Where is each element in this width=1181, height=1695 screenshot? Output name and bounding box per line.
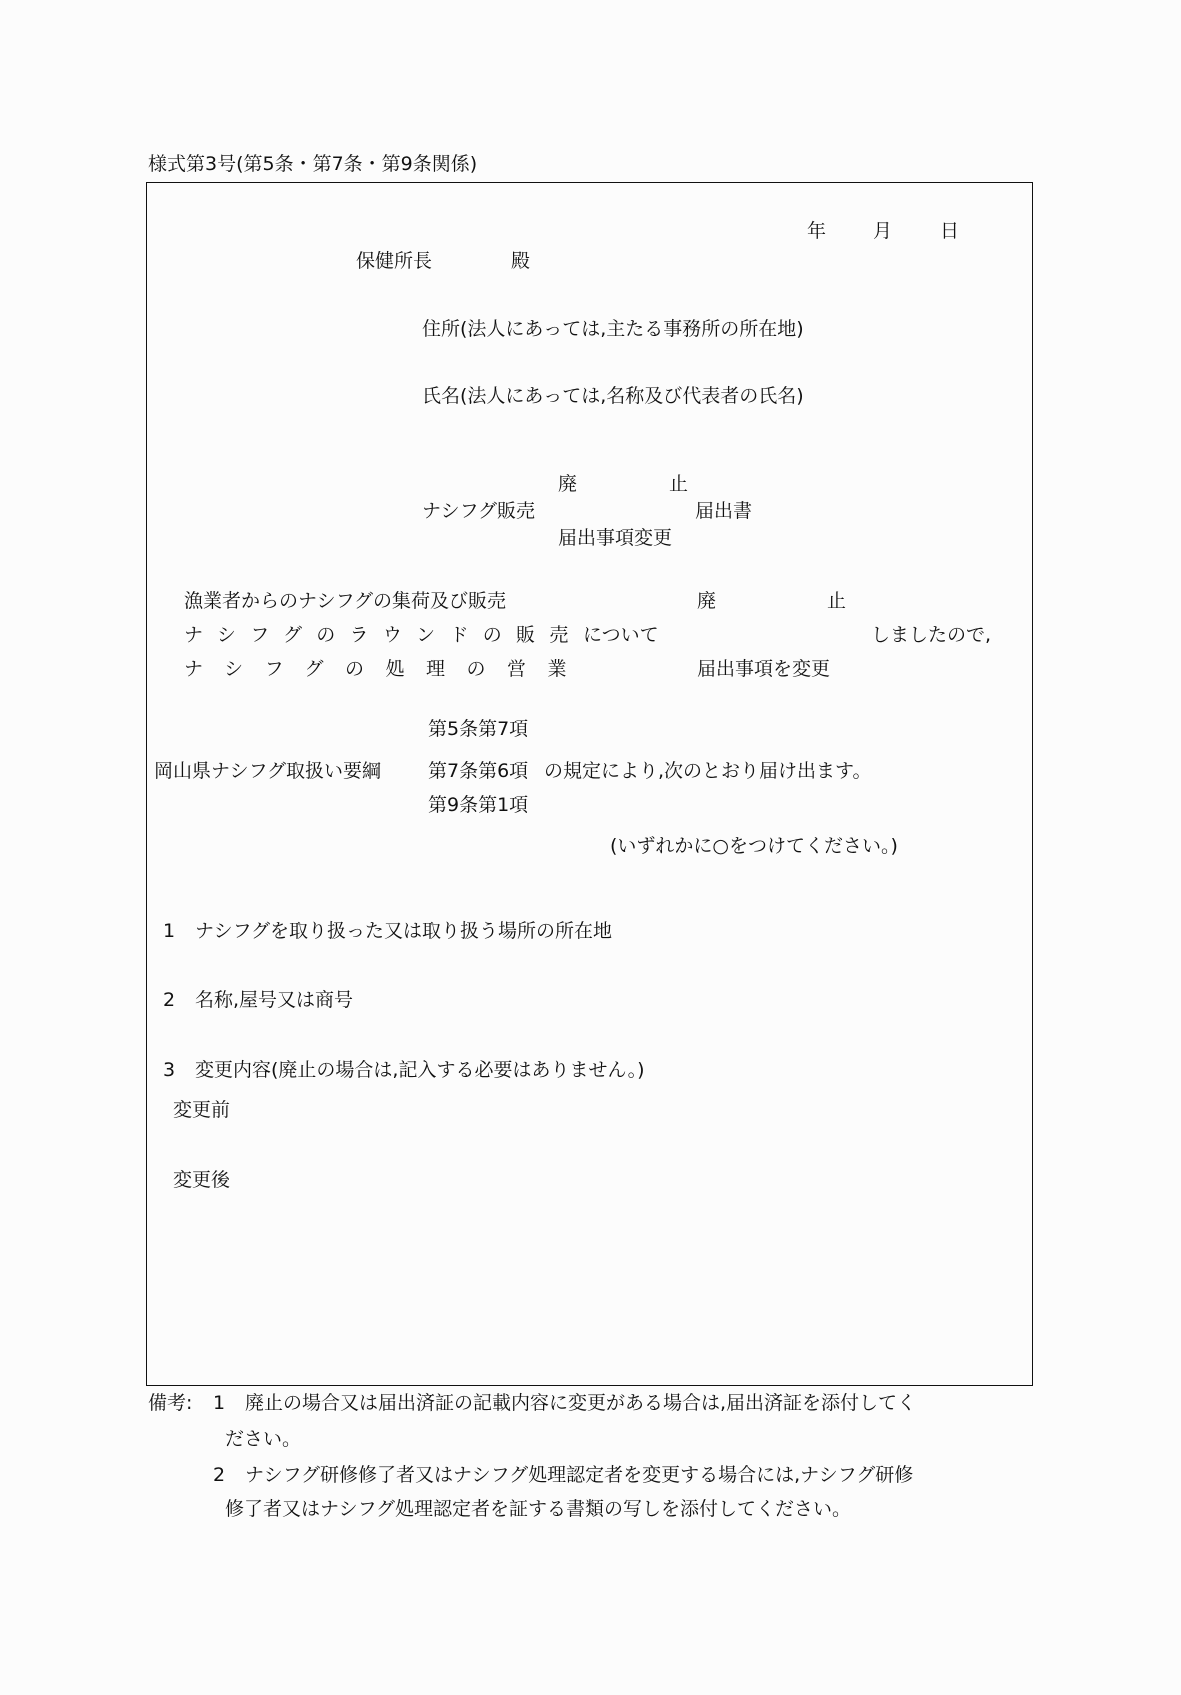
remark-1-line1: 廃止の場合又は届出済証の記載内容に変更がある場合は,届出済証を添付してく bbox=[245, 1392, 917, 1414]
item-2-num: 2 bbox=[163, 989, 176, 1011]
title-option-abolish-1: 廃 bbox=[558, 473, 578, 495]
addressee-honorific: 殿 bbox=[511, 250, 531, 272]
name-label: 氏名(法人にあっては,名称及び代表者の氏名) bbox=[422, 385, 804, 407]
item-1-label: ナシフグを取り扱った又は取り扱う場所の所在地 bbox=[195, 920, 613, 942]
remark-1-line2: ださい。 bbox=[225, 1428, 302, 1450]
business-type-1: 漁業者からのナシフグの集荷及び販売 bbox=[184, 590, 507, 612]
action-change: 届出事項を変更 bbox=[697, 658, 831, 680]
action-abolish-2: 止 bbox=[827, 590, 847, 612]
title-option-abolish-2: 止 bbox=[669, 473, 689, 495]
remark-2-line2: 修了者又はナシフグ処理認定者を証する書類の写しを添付してください。 bbox=[225, 1498, 852, 1520]
item-3-num: 3 bbox=[163, 1059, 176, 1081]
addressee-title: 保健所長 bbox=[356, 250, 433, 272]
business-type-3: ナシフグの処理の営業 bbox=[184, 658, 589, 680]
item-2-label: 名称,屋号又は商号 bbox=[195, 989, 354, 1011]
item-3-label: 変更内容(廃止の場合は,記入する必要はありません。) bbox=[195, 1059, 645, 1081]
statement-connector: について bbox=[583, 624, 659, 646]
title-option-change: 届出事項変更 bbox=[558, 527, 673, 549]
article-2: 第7条第6項 bbox=[428, 760, 529, 782]
statement-ending: しましたので, bbox=[871, 624, 992, 646]
action-abolish-1: 廃 bbox=[697, 590, 717, 612]
change-before-label: 変更前 bbox=[173, 1099, 231, 1121]
title-suffix: 届出書 bbox=[695, 500, 753, 522]
title-prefix: ナシフグ販売 bbox=[422, 500, 536, 522]
regulation-name: 岡山県ナシフグ取扱い要綱 bbox=[154, 760, 382, 782]
form-number: 様式第3号(第5条・第7条・第9条関係) bbox=[148, 153, 478, 175]
remark-2-num: 2 bbox=[213, 1464, 226, 1486]
date-year: 年 bbox=[807, 220, 827, 242]
date-month: 月 bbox=[873, 220, 893, 242]
address-label: 住所(法人にあっては,主たる事務所の所在地) bbox=[422, 318, 804, 340]
regulation-tail: の規定により,次のとおり届け出ます。 bbox=[544, 760, 872, 782]
change-after-label: 変更後 bbox=[173, 1169, 231, 1191]
date-day: 日 bbox=[940, 220, 960, 242]
form-box bbox=[146, 182, 1033, 1386]
remark-2-line1: ナシフグ研修修了者又はナシフグ処理認定者を変更する場合には,ナシフグ研修 bbox=[245, 1464, 914, 1486]
business-type-2: ナシフグのラウンドの販売 bbox=[184, 624, 583, 646]
remark-1-num: 1 bbox=[213, 1392, 226, 1414]
remarks-heading: 備考: bbox=[148, 1392, 193, 1414]
article-1: 第5条第7項 bbox=[428, 718, 529, 740]
instruction: (いずれかに○をつけてください。) bbox=[610, 835, 898, 857]
item-1-num: 1 bbox=[163, 920, 176, 942]
article-3: 第9条第1項 bbox=[428, 794, 529, 816]
